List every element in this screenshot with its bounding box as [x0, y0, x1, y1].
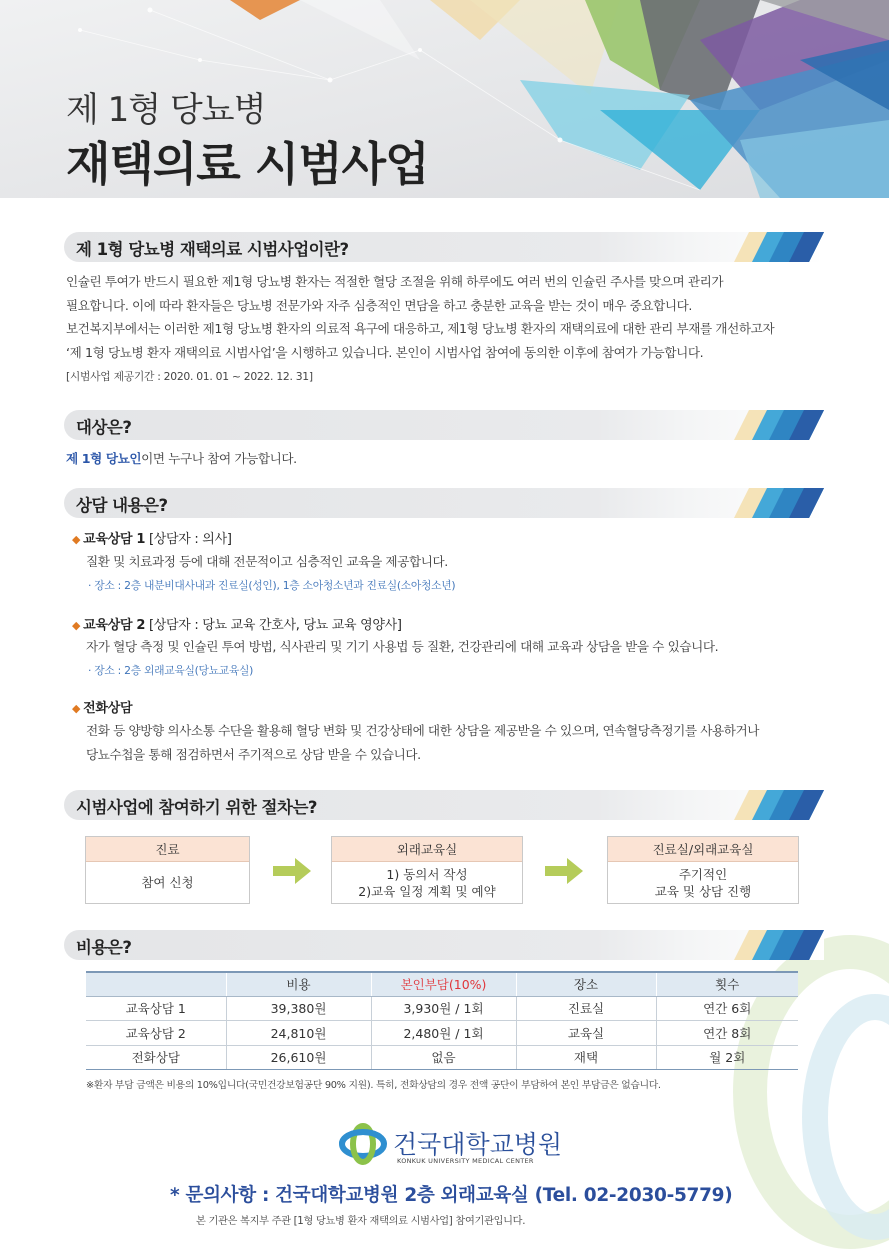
process-step-line: 주기적인: [678, 867, 728, 882]
cost-table: [86, 971, 798, 1070]
cost-col-header: 횟수: [656, 972, 798, 996]
section-heading-text: 시범사업에 참여하기 위한 절차는?: [76, 798, 317, 817]
consult-item-text: [86, 719, 759, 766]
table-cell: 진료실: [516, 996, 656, 1021]
table-cell: 3,930원 / 1회: [371, 996, 516, 1021]
heading-stripe-decoration: [689, 790, 824, 820]
table-cell: 2,480원 / 1회: [371, 1021, 516, 1046]
consult-item-text: 자가 혈당 측정 및 인슐린 투여 방법, 식사관리 및 기기 사용법 등 질환, 건강관리에 대해 교육과 상담을 받을 수 있습니다.: [86, 639, 719, 654]
consult-item-title: [72, 614, 402, 633]
page-title: 재택의료 시범사업: [66, 137, 429, 191]
about-line: ‘제 1형 당뇨병 환자 재택의료 시범사업’을 시행하고 있습니다. 본인이 시범사업 참여에 동의한 이후에 참여가 가능합니다.: [66, 344, 704, 360]
cost-col-header-highlight: 본인부담(10%): [371, 972, 516, 996]
about-line: 보건복지부에서는 이러한 제1형 당뇨병 환자의 의료적 욕구에 대응하고, 제1형 당뇨병 환자의 재택의료에 대한 관리 부재를 개선하고자: [66, 321, 775, 336]
arrow-right-icon: [273, 858, 311, 884]
table-cell: 교육상담 1: [86, 996, 226, 1021]
process-step-line: 교육 및 상담 진행: [654, 884, 752, 899]
contact-info: * 문의사항 : 건국대학교병원 2층 외래교육실 (Tel. 02-2030-5779): [170, 1185, 733, 1206]
heading-stripe-decoration: [689, 930, 824, 960]
process-step-3: [607, 836, 799, 904]
table-cell: 연간 6회: [656, 996, 798, 1021]
consult-item-place: · 장소 : 2층 내분비대사내과 진료실(성인), 1층 소아청소년과 진료실(소아청소년): [88, 579, 456, 592]
consult-item-name: 전화상담: [83, 701, 133, 716]
table-cell: 월 2회: [656, 1045, 798, 1070]
consult-item-meta: [상담자 : 당뇨 교육 간호사, 당뇨 교육 영양사]: [145, 618, 402, 633]
arrow-right-icon: [545, 858, 583, 884]
section-heading-cost: [64, 930, 824, 960]
process-step-header: 진료실/외래교육실: [608, 837, 798, 862]
table-row: [86, 996, 798, 1021]
cost-note: ※환자 부담 금액은 비용의 10%입니다(국민건강보험공단 90% 지원). 특히, 전화상담의 경우 전액 공단이 부담하여 본인 부담금은 없습니다.: [86, 1080, 661, 1091]
table-cell: 39,380원: [226, 996, 371, 1021]
about-paragraph: [66, 270, 826, 364]
table-cell: 26,610원: [226, 1045, 371, 1070]
consult-item-text: 질환 및 치료과정 등에 대해 전문적이고 심층적인 교육을 제공합니다.: [86, 554, 448, 569]
table-cell: 연간 8회: [656, 1021, 798, 1046]
hospital-logo-icon: [338, 1122, 388, 1166]
cost-table-header-row: [86, 972, 798, 996]
table-cell: 24,810원: [226, 1021, 371, 1046]
diamond-bullet-icon: ◆: [72, 619, 81, 632]
process-step-1: [85, 836, 250, 904]
table-row: [86, 1045, 798, 1070]
process-step-line: 참여 신청: [141, 875, 194, 890]
table-row: [86, 1021, 798, 1046]
hospital-logo-subtitle: KONKUK UNIVERSITY MEDICAL CENTER: [397, 1157, 534, 1165]
program-period: [시범사업 제공기간 : 2020. 01. 01 ~ 2022. 12. 31]: [66, 370, 313, 383]
consult-item-line: 당뇨수첩을 통해 점검하면서 주기적으로 상담 받을 수 있습니다.: [86, 746, 421, 762]
heading-stripe-decoration: [689, 232, 824, 262]
consult-item-place: · 장소 : 2층 외래교육실(당뇨교육실): [88, 664, 254, 677]
hospital-logo-name: 건국대학교병원: [393, 1130, 563, 1159]
table-cell: 재택: [516, 1045, 656, 1070]
page-header: [0, 0, 889, 198]
process-step-body: [608, 862, 798, 900]
about-line: 인슐린 투여가 반드시 필요한 제1형 당뇨병 환자는 적절한 혈당 조절을 위해 하루에도 여러 번의 인슐린 주사를 맞으며 관리가: [66, 274, 724, 289]
section-heading-content: [64, 488, 824, 518]
cost-col-header: [86, 972, 226, 996]
page-subtitle: 제 1형 당뇨병: [66, 90, 266, 130]
process-step-header: 외래교육실: [332, 837, 522, 862]
consult-item-meta: [상담자 : 의사]: [145, 532, 232, 547]
target-highlight: 제 1형 당뇨인: [66, 451, 142, 466]
process-step-body: [86, 862, 249, 891]
target-text: [66, 447, 826, 471]
heading-stripe-decoration: [689, 410, 824, 440]
section-heading-text: 비용은?: [76, 938, 132, 957]
section-heading-text: 상담 내용은?: [76, 496, 168, 515]
section-heading-target: [64, 410, 824, 440]
section-heading-text: 대상은?: [76, 418, 132, 437]
section-heading-process: [64, 790, 824, 820]
consult-item-title: [72, 697, 132, 716]
consult-item-title: [72, 528, 232, 547]
consult-item-line: 전화 등 양방향 의사소통 수단을 활용해 혈당 변화 및 건강상태에 대한 상담을 제공받을 수 있으며, 연속혈당측정기를 사용하거나: [86, 723, 760, 738]
target-rest: 이면 누구나 참여 가능합니다.: [141, 451, 297, 466]
process-step-line: 2)교육 일정 계획 및 예약: [358, 884, 496, 899]
process-step-2: [331, 836, 523, 904]
table-cell: 없음: [371, 1045, 516, 1070]
table-cell: 교육상담 2: [86, 1021, 226, 1046]
diamond-bullet-icon: ◆: [72, 533, 81, 546]
process-step-body: [332, 862, 522, 900]
table-cell: 교육실: [516, 1021, 656, 1046]
diamond-bullet-icon: ◆: [72, 702, 81, 715]
cost-col-header: 비용: [226, 972, 371, 996]
consult-item-name: 교육상담 1: [83, 532, 146, 547]
table-cell: 전화상담: [86, 1045, 226, 1070]
cost-col-header: 장소: [516, 972, 656, 996]
process-step-header: 진료: [86, 837, 249, 862]
consult-item-name: 교육상담 2: [83, 618, 146, 633]
about-line: 필요합니다. 이에 따라 환자들은 당뇨병 전문가와 자주 심층적인 면담을 하고 충분한 교육을 받는 것이 매우 중요합니다.: [66, 297, 693, 313]
heading-stripe-decoration: [689, 488, 824, 518]
section-heading-about: [64, 232, 824, 262]
institution-note: 본 기관은 복지부 주관 [1형 당뇨병 환자 재택의료 시범사업] 참여기관입니다.: [196, 1216, 526, 1227]
process-step-line: 1) 동의서 작성: [386, 867, 468, 882]
section-heading-text: 제 1형 당뇨병 재택의료 시범사업이란?: [76, 240, 349, 259]
